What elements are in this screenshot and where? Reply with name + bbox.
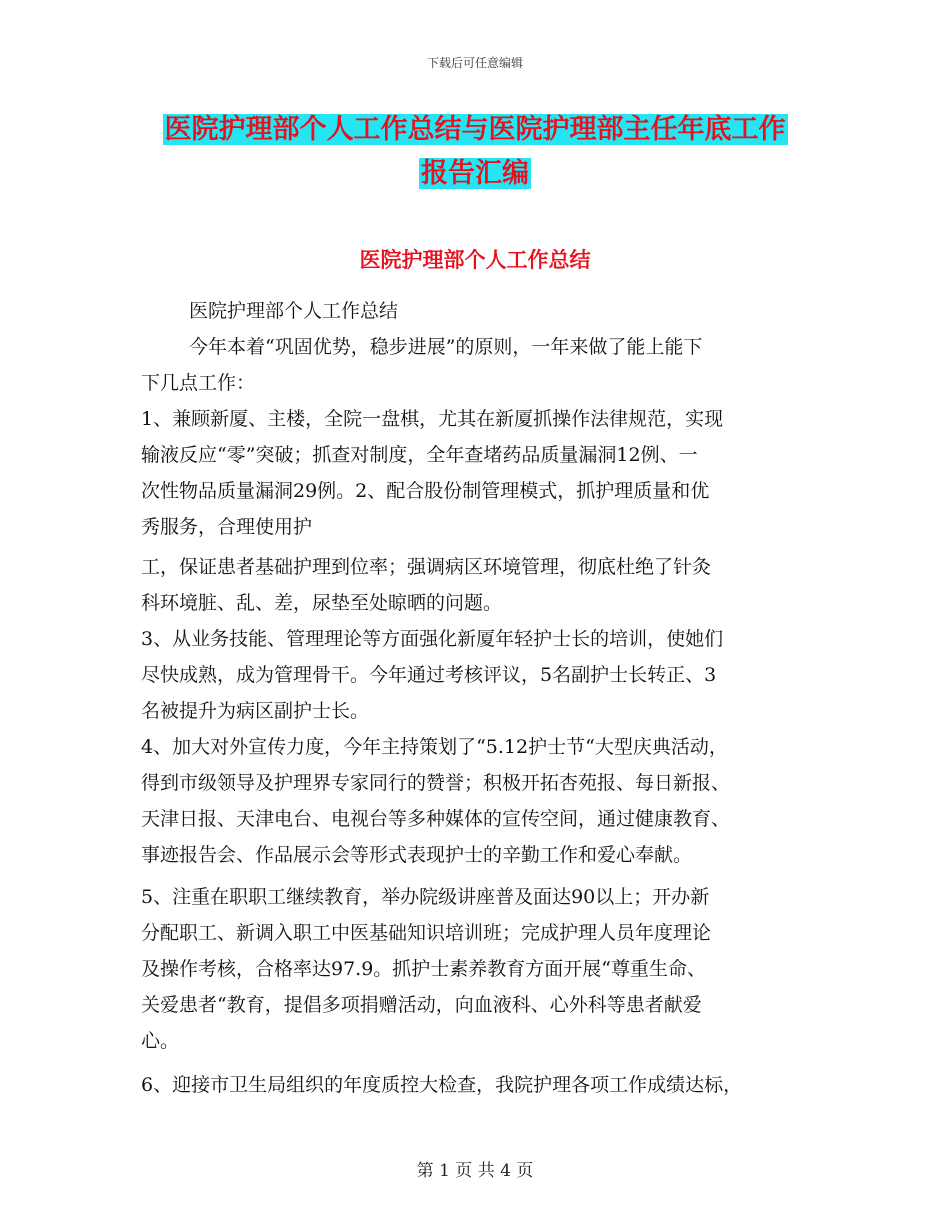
body-line: 事迹报告会、作品展示会等形式表现护士的辛勤工作和爱心奉献。 <box>141 844 693 866</box>
body-line: 医院护理部个人工作总结 <box>189 300 399 322</box>
body-line: 5、注重在职职工继续教育，举办院级讲座普及面达90以上；开办新 <box>141 886 710 908</box>
document-title-highlight: 报告汇编 <box>421 158 529 189</box>
body-line: 天津日报、天津电台、电视台等多种媒体的宣传空间，通过健康教育、 <box>141 808 731 830</box>
body-line: 6、迎接市卫生局组织的年度质控大检查，我院护理各项工作成绩达标， <box>141 1074 743 1096</box>
body-line: 今年本着“巩固优势，稳步进展”的原则，一年来做了能上能下 <box>189 336 703 358</box>
body-line: 秀服务，合理使用护 <box>141 516 313 538</box>
body-line: 尽快成熟，成为管理骨干。今年通过考核评议，5名副护士长转正、3 <box>141 664 717 686</box>
body-line: 名被提升为病区副护士长。 <box>141 700 370 722</box>
section-heading: 医院护理部个人工作总结 <box>359 248 591 272</box>
body-line: 分配职工、新调入职工中医基础知识培训班；完成护理人员年度理论 <box>141 922 712 944</box>
document-title-line-2 <box>0 154 950 194</box>
body-line: 关爱患者“教育，提倡多项捐赠活动，向血液科、心外科等患者献爱 <box>141 994 702 1016</box>
page-footer: 第 1 页 共 4 页 <box>416 1161 534 1181</box>
body-line: 3、从业务技能、管理理论等方面强化新厦年轻护士长的培训，使她们 <box>141 628 724 650</box>
body-line: 4、加大对外宣传力度，今年主持策划了“5.12护士节“大型庆典活动， <box>141 736 728 758</box>
body-line: 得到市级领导及护理界专家同行的赞誉；积极开拓杏苑报、每日新报、 <box>141 772 731 794</box>
header-note: 下载后可任意编辑 <box>426 56 523 70</box>
body-line: 科环境脏、乱、差，尿垫至处晾晒的问题。 <box>141 592 503 614</box>
body-line: 下几点工作： <box>141 372 256 394</box>
document-title-highlight: 医院护理部个人工作总结与医院护理部主任年底工作 <box>164 114 786 145</box>
body-line: 输液反应“零”突破；抓查对制度，全年查堵药品质量漏洞12例、一 <box>141 444 698 466</box>
body-line: 及操作考核，合格率达97.9。抓护士素养教育方面开展“尊重生命、 <box>141 958 707 980</box>
body-line: 心。 <box>141 1030 180 1052</box>
document-title-line-1 <box>0 110 950 150</box>
body-line: 次性物品质量漏洞29例。2、配合股份制管理模式，抓护理质量和优 <box>141 480 710 502</box>
body-line: 1、兼顾新厦、主楼，全院一盘棋，尤其在新厦抓操作法律规范，实现 <box>141 408 724 430</box>
body-line: 工，保证患者基础护理到位率；强调病区环境管理，彻底杜绝了针灸 <box>141 556 712 578</box>
